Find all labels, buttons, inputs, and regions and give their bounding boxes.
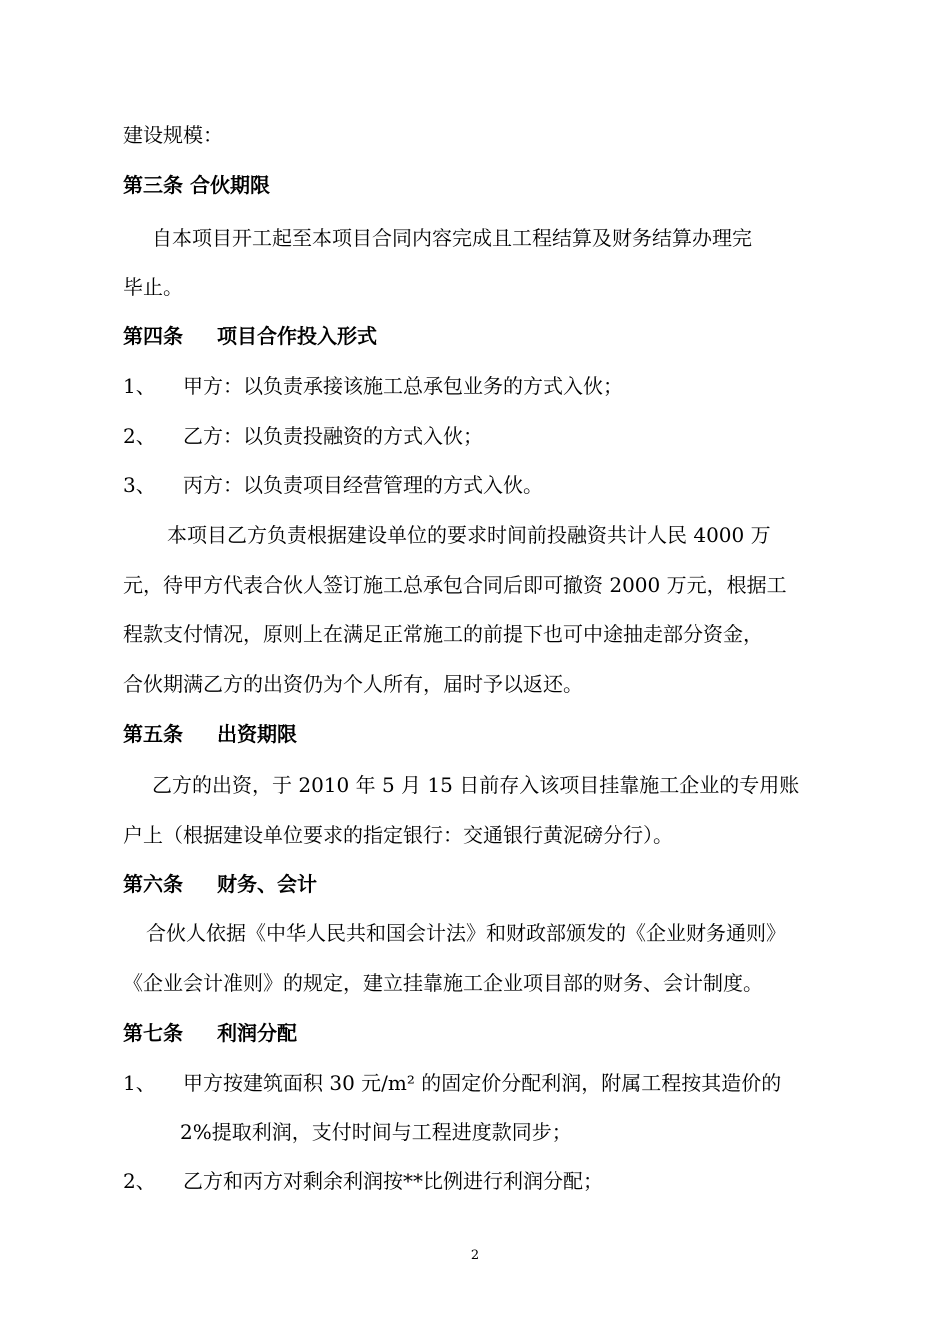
profit-item-2-text: 乙方和丙方对剩余利润按**比例进行利润分配；	[183, 1169, 603, 1193]
list-item-2-number: 2、	[123, 424, 156, 448]
article-5-title: 出资期限	[217, 722, 297, 746]
article-6-title: 财务、会计	[217, 872, 317, 896]
list-item-1-number: 1、	[123, 374, 156, 398]
scale-line: 建设规模：	[123, 123, 223, 147]
article-4-para-4: 合伙期满乙方的出资仍为个人所有，届时予以返还。	[123, 672, 583, 696]
list-item-3-number: 3、	[123, 473, 156, 497]
article-3-text-2: 毕止。	[123, 275, 183, 299]
article-7-number: 第七条	[123, 1021, 183, 1045]
article-4-title: 项目合作投入形式	[217, 324, 377, 348]
article-6-text-1: 合伙人依据《中华人民共和国会计法》和财政部颁发的《企业财务通则》	[146, 921, 786, 945]
article-5-text-1: 乙方的出资，于 2010 年 5 月 15 日前存入该项目挂靠施工企业的专用账	[152, 773, 800, 797]
article-4-para-3: 程款支付情况，原则上在满足正常施工的前提下也可中途抽走部分资金，	[123, 622, 763, 646]
page-number: 2	[470, 1248, 480, 1263]
list-item-2-text: 乙方：以负责投融资的方式入伙；	[183, 424, 483, 448]
article-6-number: 第六条	[123, 872, 183, 896]
article-7-heading	[123, 1019, 297, 1047]
article-3-heading: 第三条 合伙期限	[123, 173, 270, 197]
article-4-heading	[123, 322, 377, 350]
profit-item-1-number: 1、	[123, 1071, 156, 1095]
article-5-number: 第五条	[123, 722, 183, 746]
list-item-3-text: 丙方：以负责项目经营管理的方式入伙。	[183, 473, 543, 497]
article-4-para-2: 元，待甲方代表合伙人签订施工总承包合同后即可撤资 2000 万元，根据工	[123, 573, 787, 597]
article-3-text-1: 自本项目开工起至本项目合同内容完成且工程结算及财务结算办理完	[152, 226, 752, 250]
list-item-1-text: 甲方：以负责承接该施工总承包业务的方式入伙；	[183, 374, 623, 398]
article-5-text-2: 户上（根据建设单位要求的指定银行：交通银行黄泥磅分行）。	[123, 823, 673, 847]
article-5-heading	[123, 720, 297, 748]
article-6-text-2: 《企业会计准则》的规定，建立挂靠施工企业项目部的财务、会计制度。	[123, 971, 763, 995]
article-7-title: 利润分配	[217, 1021, 297, 1045]
profit-item-1-text-2: 2%提取利润，支付时间与工程进度款同步；	[180, 1120, 572, 1144]
profit-item-2-number: 2、	[123, 1169, 156, 1193]
article-4-para-1: 本项目乙方负责根据建设单位的要求时间前投融资共计人民 4000 万	[167, 523, 771, 547]
profit-item-1-text-1: 甲方按建筑面积 30 元/m² 的固定价分配利润，附属工程按其造价的	[183, 1071, 782, 1095]
article-6-heading	[123, 870, 317, 898]
article-4-number: 第四条	[123, 324, 183, 348]
